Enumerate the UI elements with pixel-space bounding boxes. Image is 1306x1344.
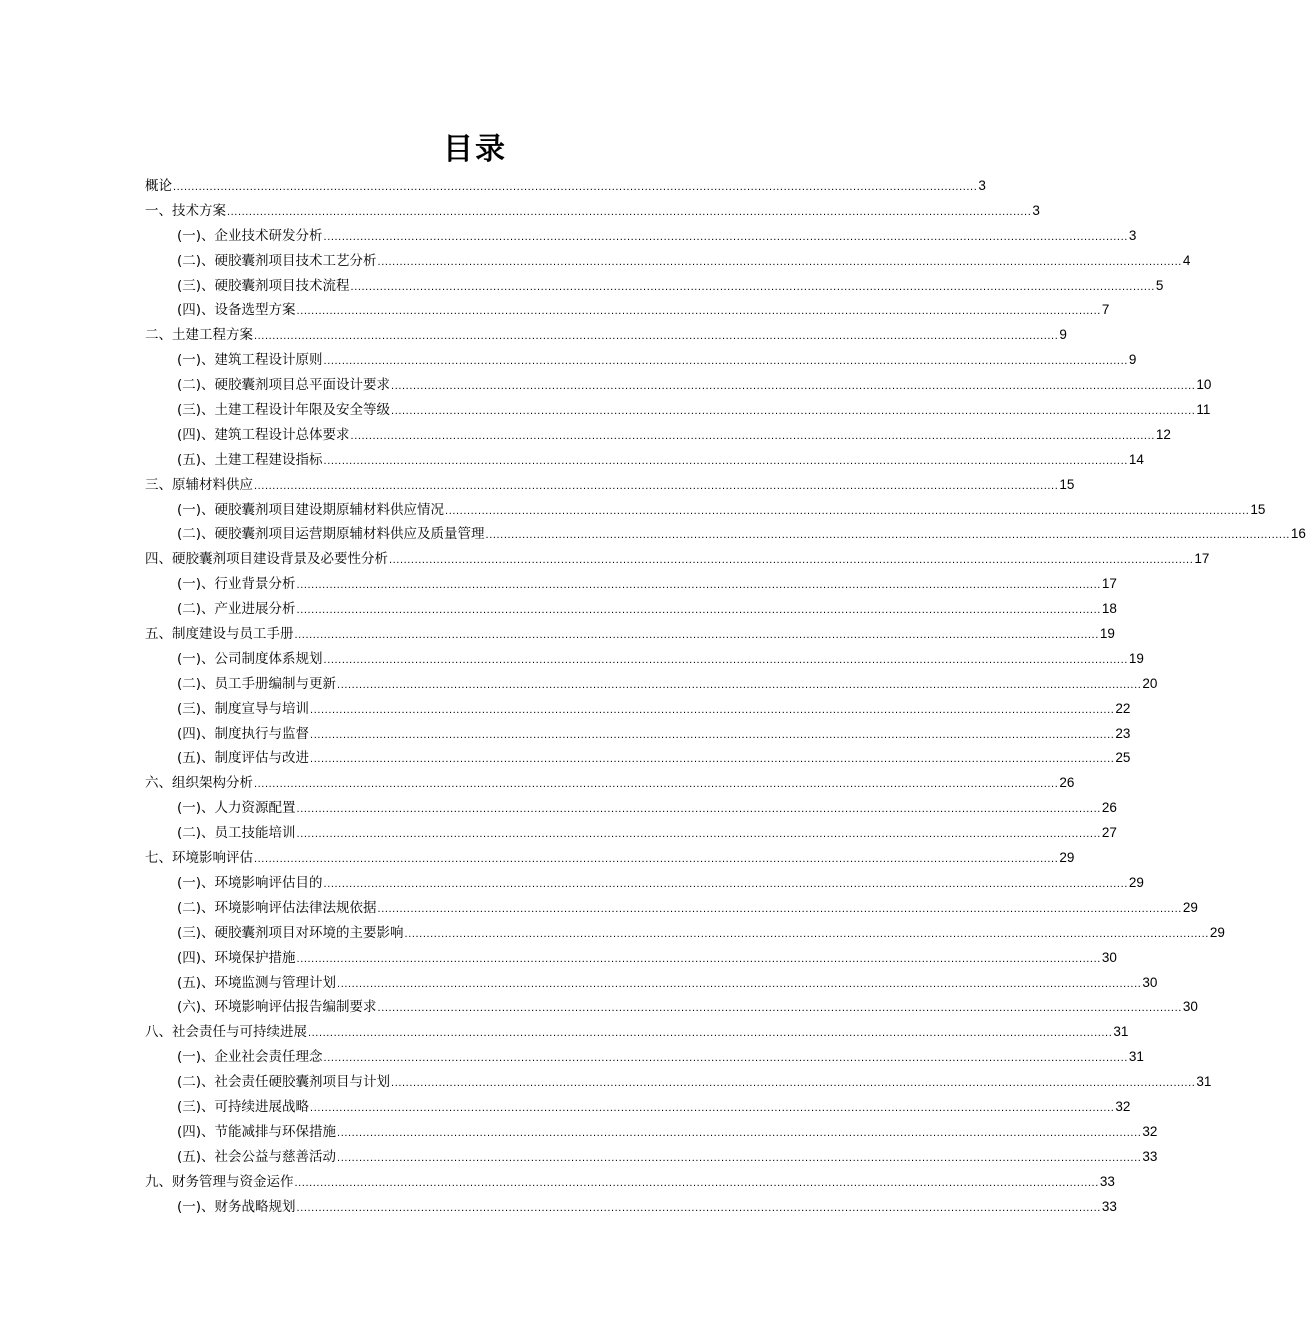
toc-dot-leader: ............................................................................................................................................................................................................................ <box>323 1052 1128 1065</box>
toc-entry-page-number: 29 <box>1059 850 1075 866</box>
toc-entry-text: (五)、环境监测与管理计划 <box>177 974 337 991</box>
toc-dot-leader: ............................................................................................................................................................................................................................ <box>391 1077 1196 1090</box>
toc-dot-leader: ............................................................................................................................................................................................................................ <box>323 230 1128 243</box>
toc-entry-text: (五)、土建工程建设指标 <box>177 451 323 468</box>
toc-dot-leader: ............................................................................................................................................................................................................................ <box>296 952 1101 965</box>
toc-entry-section[interactable] <box>145 697 1131 722</box>
toc-entry-text: (五)、社会公益与慈善活动 <box>177 1148 337 1165</box>
toc-dot-leader: ............................................................................................................................................................................................................................ <box>254 853 1059 866</box>
toc-entry-page-number: 29 <box>1182 899 1198 915</box>
toc-entry-section[interactable] <box>145 522 1306 547</box>
toc-dot-leader: ............................................................................................................................................................................................................................ <box>337 678 1142 691</box>
toc-entry-page-number: 23 <box>1115 725 1131 741</box>
toc-entry-page-number: 33 <box>1099 1173 1115 1189</box>
toc-entry-text: (二)、社会责任硬胶囊剂项目与计划 <box>177 1074 391 1091</box>
toc-entry-section[interactable] <box>145 1045 1144 1070</box>
toc-entry-section[interactable] <box>145 821 1117 846</box>
toc-entry-page-number: 17 <box>1101 576 1117 592</box>
toc-entry-text: (一)、环境影响评估目的 <box>177 874 323 891</box>
toc-entry-page-number: 9 <box>1128 352 1137 368</box>
toc-entry-text: (二)、硬胶囊剂项目技术工艺分析 <box>177 252 377 269</box>
toc-entry-text: 三、原辅材料供应 <box>145 476 253 493</box>
toc-entry-chapter[interactable] <box>145 1020 1129 1045</box>
toc-entry-text: (二)、硬胶囊剂项目总平面设计要求 <box>177 377 391 394</box>
toc-dot-leader: ............................................................................................................................................................................................................................ <box>445 504 1250 517</box>
toc-entry-page-number: 15 <box>1059 476 1075 492</box>
toc-dot-leader: ............................................................................................................................................................................................................................ <box>350 429 1155 442</box>
toc-entry-text: (二)、员工技能培训 <box>177 825 296 842</box>
toc-dot-leader: ............................................................................................................................................................................................................................ <box>389 554 1194 567</box>
toc-dot-leader: ............................................................................................................................................................................................................................ <box>227 205 1032 218</box>
toc-entry-page-number: 33 <box>1142 1148 1158 1164</box>
toc-entry-page-number: 18 <box>1101 601 1117 617</box>
toc-entry-page-number: 3 <box>1032 202 1040 218</box>
toc-entry-text: (四)、节能减排与环保措施 <box>177 1123 337 1140</box>
toc-dot-leader: ............................................................................................................................................................................................................................ <box>310 728 1115 741</box>
toc-entry-chapter[interactable] <box>145 771 1075 796</box>
toc-dot-leader: ............................................................................................................................................................................................................................ <box>254 778 1059 791</box>
toc-entry-section[interactable] <box>145 1120 1158 1145</box>
toc-entry-text: (一)、硬胶囊剂项目建设期原辅材料供应情况 <box>177 501 445 518</box>
toc-entry-section[interactable] <box>145 398 1211 423</box>
toc-entry-section[interactable] <box>145 348 1137 373</box>
toc-dot-leader: ............................................................................................................................................................................................................................ <box>173 181 978 193</box>
toc-entry-chapter[interactable] <box>145 199 1040 224</box>
toc-entry-section[interactable] <box>145 249 1191 274</box>
toc-entry-section[interactable] <box>145 1070 1212 1095</box>
toc-entry-text: (一)、人力资源配置 <box>177 800 296 817</box>
toc-dot-leader: ............................................................................................................................................................................................................................ <box>296 579 1101 592</box>
toc-entry-section[interactable] <box>145 423 1171 448</box>
toc-entry-text: 概论 <box>145 178 172 194</box>
toc-entry-page-number: 27 <box>1101 825 1117 841</box>
toc-entry-text: 九、财务管理与资金运作 <box>145 1173 294 1190</box>
toc-entry-page-number: 16 <box>1290 526 1306 542</box>
toc-entry-text: (一)、企业技术研发分析 <box>177 227 323 244</box>
toc-entry-chapter[interactable] <box>145 846 1075 871</box>
toc-dot-leader: ............................................................................................................................................................................................................................ <box>323 454 1128 467</box>
toc-entry-text: 六、组织架构分析 <box>145 775 253 792</box>
toc-entry-text: (五)、制度评估与改进 <box>177 750 310 767</box>
toc-dot-leader: ............................................................................................................................................................................................................................ <box>296 828 1101 841</box>
toc-entry-chapter[interactable] <box>145 1170 1115 1195</box>
toc-entry-text: 七、环境影响评估 <box>145 850 253 867</box>
toc-entry-text: (二)、员工手册编制与更新 <box>177 675 337 692</box>
toc-entry-section[interactable] <box>145 896 1198 921</box>
toc-entry-section[interactable] <box>145 373 1212 398</box>
toc-entry-section[interactable] <box>145 796 1117 821</box>
toc-entry-page-number: 31 <box>1128 1049 1144 1065</box>
toc-entry-text: (四)、制度执行与监督 <box>177 725 310 742</box>
toc-entry-chapter[interactable] <box>145 323 1067 348</box>
toc-entry-page-number: 32 <box>1142 1123 1158 1139</box>
toc-entry-section[interactable] <box>145 498 1266 523</box>
toc-entry-section[interactable] <box>145 946 1117 971</box>
toc-dot-leader: ............................................................................................................................................................................................................................ <box>377 255 1182 268</box>
toc-entry-section[interactable] <box>145 448 1144 473</box>
toc-entry-page-number: 10 <box>1196 377 1212 393</box>
toc-dot-leader: ............................................................................................................................................................................................................................ <box>404 927 1209 940</box>
toc-entry-text: (三)、制度宣导与培训 <box>177 700 310 717</box>
toc-dot-leader: ............................................................................................................................................................................................................................ <box>391 405 1196 418</box>
toc-entry-chapter[interactable] <box>145 174 986 199</box>
toc-entry-text: (四)、建筑工程设计总体要求 <box>177 426 350 443</box>
toc-entry-text: (六)、环境影响评估报告编制要求 <box>177 999 377 1016</box>
toc-entry-page-number: 29 <box>1128 874 1144 890</box>
toc-entry-text: (二)、环境影响评估法律法规依据 <box>177 899 377 916</box>
toc-entry-text: 二、土建工程方案 <box>145 327 253 344</box>
toc-entry-page-number: 11 <box>1196 402 1211 418</box>
toc-entry-page-number: 9 <box>1059 327 1067 343</box>
toc-entry-section[interactable] <box>145 722 1131 747</box>
toc-dot-leader: ............................................................................................................................................................................................................................ <box>337 1151 1142 1164</box>
toc-dot-leader: ............................................................................................................................................................................................................................ <box>337 977 1142 990</box>
toc-entry-text: (三)、可持续进展战略 <box>177 1098 310 1115</box>
toc-title: 目录 <box>443 132 507 167</box>
toc-entry-page-number: 30 <box>1182 999 1198 1015</box>
toc-dot-leader: ............................................................................................................................................................................................................................ <box>296 1201 1101 1214</box>
toc-entry-page-number: 32 <box>1115 1098 1131 1114</box>
toc-entry-chapter[interactable] <box>145 622 1115 647</box>
toc-entry-page-number: 22 <box>1115 700 1131 716</box>
toc-entry-text: 一、技术方案 <box>145 202 226 219</box>
toc-entry-section[interactable] <box>145 1195 1117 1220</box>
toc-dot-leader: ............................................................................................................................................................................................................................ <box>323 653 1128 666</box>
toc-entry-text: (四)、设备选型方案 <box>177 302 296 319</box>
toc-entry-section[interactable] <box>145 871 1144 896</box>
toc-entry-page-number: 20 <box>1142 675 1158 691</box>
toc-entry-page-number: 12 <box>1155 426 1171 442</box>
toc-entry-text: (一)、公司制度体系规划 <box>177 650 323 667</box>
toc-entry-text: (二)、产业进展分析 <box>177 601 296 618</box>
toc-entry-page-number: 7 <box>1101 302 1110 318</box>
toc-entry-page-number: 19 <box>1128 650 1144 666</box>
toc-dot-leader: ............................................................................................................................................................................................................................ <box>296 305 1101 318</box>
toc-entry-text: 四、硬胶囊剂项目建设背景及必要性分析 <box>145 551 388 568</box>
toc-entry-page-number: 17 <box>1194 551 1210 567</box>
toc-entry-section[interactable] <box>145 647 1144 672</box>
toc-entry-text: (三)、土建工程设计年限及安全等级 <box>177 402 391 419</box>
toc-entry-page-number: 30 <box>1142 974 1158 990</box>
toc-entry-page-number: 31 <box>1196 1074 1212 1090</box>
toc-entry-text: (一)、企业社会责任理念 <box>177 1049 323 1066</box>
toc-entry-section[interactable] <box>145 1095 1131 1120</box>
toc-entry-section[interactable] <box>145 921 1225 946</box>
toc-dot-leader: ............................................................................................................................................................................................................................ <box>391 380 1196 393</box>
toc-entry-section[interactable] <box>145 597 1117 622</box>
toc-dot-leader: ............................................................................................................................................................................................................................ <box>310 1101 1115 1114</box>
toc-entry-page-number: 30 <box>1101 949 1117 965</box>
toc-dot-leader: ............................................................................................................................................................................................................................ <box>337 1126 1142 1139</box>
toc-dot-leader: ............................................................................................................................................................................................................................ <box>296 604 1101 617</box>
toc-entry-page-number: 3 <box>978 178 986 193</box>
toc-entry-page-number: 3 <box>1128 227 1137 243</box>
toc-dot-leader: ............................................................................................................................................................................................................................ <box>485 529 1290 542</box>
toc-entry-page-number: 19 <box>1099 626 1115 642</box>
toc-entry-page-number: 15 <box>1250 501 1266 517</box>
toc-entry-section[interactable] <box>145 971 1158 996</box>
toc-dot-leader: ............................................................................................................................................................................................................................ <box>377 902 1182 915</box>
toc-entry-section[interactable] <box>145 746 1131 771</box>
toc-dot-leader: ............................................................................................................................................................................................................................ <box>323 355 1128 368</box>
toc-dot-leader: ............................................................................................................................................................................................................................ <box>377 1002 1182 1015</box>
toc-dot-leader: ............................................................................................................................................................................................................................ <box>323 877 1128 890</box>
toc-entry-page-number: 29 <box>1209 924 1225 940</box>
toc-entry-page-number: 4 <box>1182 252 1191 268</box>
toc-entry-section[interactable] <box>145 672 1158 697</box>
toc-dot-leader: ............................................................................................................................................................................................................................ <box>310 753 1115 766</box>
toc-dot-leader: ............................................................................................................................................................................................................................ <box>294 629 1099 642</box>
toc-entry-section[interactable] <box>145 1145 1158 1170</box>
toc-entry-page-number: 33 <box>1101 1198 1117 1214</box>
toc-entry-text: (一)、建筑工程设计原则 <box>177 352 323 369</box>
toc-entry-chapter[interactable] <box>145 473 1075 498</box>
toc-entry-text: (一)、财务战略规划 <box>177 1198 296 1215</box>
toc-entry-section[interactable] <box>145 298 1110 323</box>
toc-list <box>145 174 1306 1219</box>
toc-dot-leader: ............................................................................................................................................................................................................................ <box>254 330 1059 343</box>
toc-entry-text: (二)、硬胶囊剂项目运营期原辅材料供应及质量管理 <box>177 526 485 543</box>
toc-entry-text: (三)、硬胶囊剂项目技术流程 <box>177 277 350 294</box>
toc-entry-text: (四)、环境保护措施 <box>177 949 296 966</box>
toc-entry-section[interactable] <box>145 224 1137 249</box>
toc-entry-chapter[interactable] <box>145 547 1210 572</box>
toc-entry-page-number: 5 <box>1155 277 1164 293</box>
toc-dot-leader: ............................................................................................................................................................................................................................ <box>350 280 1155 293</box>
toc-entry-text: 五、制度建设与员工手册 <box>145 626 294 643</box>
toc-entry-page-number: 14 <box>1128 451 1144 467</box>
toc-entry-page-number: 26 <box>1059 775 1075 791</box>
toc-dot-leader: ............................................................................................................................................................................................................................ <box>310 703 1115 716</box>
toc-entry-page-number: 31 <box>1113 1024 1129 1040</box>
toc-dot-leader: ............................................................................................................................................................................................................................ <box>308 1027 1113 1040</box>
toc-entry-page-number: 25 <box>1115 750 1131 766</box>
toc-entry-section[interactable] <box>145 572 1117 597</box>
toc-dot-leader: ............................................................................................................................................................................................................................ <box>294 1176 1099 1189</box>
toc-entry-text: 八、社会责任与可持续进展 <box>145 1024 307 1041</box>
toc-dot-leader: ............................................................................................................................................................................................................................ <box>254 479 1059 492</box>
toc-dot-leader: ............................................................................................................................................................................................................................ <box>296 803 1101 816</box>
toc-entry-section[interactable] <box>145 274 1164 299</box>
toc-entry-text: (一)、行业背景分析 <box>177 576 296 593</box>
toc-entry-text: (三)、硬胶囊剂项目对环境的主要影响 <box>177 924 404 941</box>
toc-entry-section[interactable] <box>145 995 1198 1020</box>
toc-entry-page-number: 26 <box>1101 800 1117 816</box>
